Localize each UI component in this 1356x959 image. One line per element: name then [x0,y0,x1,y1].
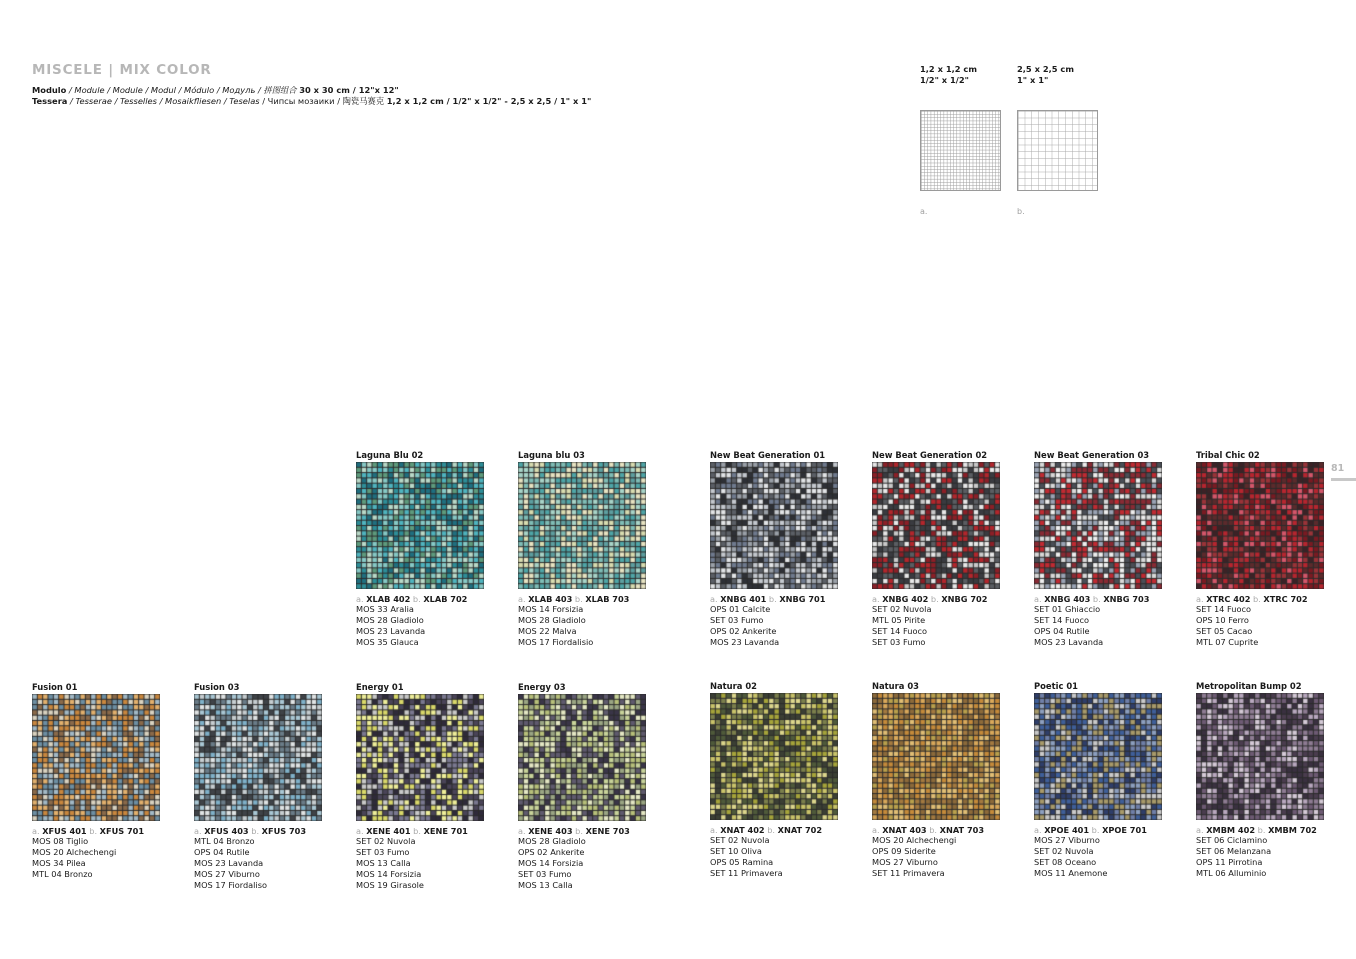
mosaic-swatch [710,693,838,820]
mosaic-swatch [32,694,160,821]
modulo-label: Modulo [32,85,67,95]
mosaic-tile-card [872,450,1000,648]
component-line: MOS 33 Aralia [356,604,414,614]
code-a: XENE 403 [528,826,573,836]
component-line: MOS 27 Viburno [194,868,260,879]
component-line: MOS 27 Viburno [872,856,938,867]
component-line: MTL 04 Bronzo [194,836,255,846]
format-b-inch: 1" x 1" [1017,74,1049,85]
tile-name: New Beat Generation 01 [710,450,826,460]
tile-name: Poetic 01 [1034,681,1078,691]
format-a-inch: 1/2" x 1/2" [920,74,969,85]
component-line: MTL 05 Pirite [872,614,926,625]
tessera-line [32,95,591,107]
tile-codes [872,825,1000,835]
component-line: OPS 09 Siderite [872,845,936,856]
code-a: XLAB 402 [366,594,411,604]
component-line: SET 03 Fumo [356,846,410,857]
component-line: SET 02 Nuvola [356,836,416,846]
component-line: SET 14 Fuoco [1196,604,1251,614]
code-b: XNBG 701 [779,594,826,604]
code-b-letter: b. [574,594,583,604]
component-line: MOS 28 Gladiolo [518,836,586,846]
code-b: XLAB 702 [423,594,468,604]
tile-codes [356,594,484,604]
format-b-cm: 2,5 x 2,5 cm [1017,64,1074,74]
code-b: XTRC 702 [1263,594,1308,604]
code-a-letter: a. [518,594,526,604]
component-line: MOS 27 Viburno [1034,835,1100,845]
code-b: XPOE 701 [1102,825,1147,835]
code-b: XENE 703 [585,826,630,836]
tile-codes [1034,825,1162,835]
code-b-letter: b. [1253,594,1261,604]
component-line: SET 03 Fumo [872,636,926,647]
component-line: OPS 11 Pirrotina [1196,856,1263,867]
code-b-letter: b. [413,826,421,836]
code-a: XMBM 402 [1206,825,1256,835]
tile-name: Natura 02 [710,681,757,691]
component-line: MOS 22 Malva [518,625,577,636]
code-a: XFUS 401 [42,826,87,836]
code-b-letter: b. [767,825,776,835]
mosaic-tile-card [1034,450,1162,648]
mosaic-swatch [872,693,1000,820]
tile-codes [1196,594,1324,604]
code-b-letter: b. [930,594,939,604]
tile-name: Laguna Blu 02 [356,450,424,460]
mosaic-tile-card [518,682,646,891]
component-line: SET 11 Primavera [872,867,945,878]
component-line: MOS 14 Forsizia [356,868,422,879]
format-b-grid-diagram [1017,110,1098,191]
code-a-letter: a. [32,826,40,836]
component-line: SET 08 Oceano [1034,856,1097,867]
code-b-letter: b. [1257,825,1266,835]
mosaic-swatch [1034,693,1162,820]
mosaic-swatch [1034,462,1162,589]
mosaic-tile-card [194,682,322,891]
tessera-translations-2: / Чипсы мозаики / 陶瓷马赛克 [262,96,385,106]
component-line: MOS 28 Gladiolo [356,614,424,625]
component-line: MTL 04 Bronzo [32,868,93,879]
tile-name: Natura 03 [872,681,919,691]
code-b: XMBM 702 [1268,825,1317,835]
mosaic-tile-card [710,681,838,879]
component-line: MTL 06 Alluminio [1196,867,1267,878]
component-line: MOS 23 Lavanda [194,857,264,868]
mosaic-tile-card [356,682,484,891]
mosaic-tile-card [872,681,1000,879]
mosaic-tile-card [1196,450,1324,648]
format-a-cm: 1,2 x 1,2 cm [920,64,977,74]
tile-codes [518,594,646,604]
mosaic-swatch [518,694,646,821]
tile-codes [710,825,838,835]
code-a-letter: a. [710,594,718,604]
code-b-letter: b. [768,594,777,604]
tile-name: Energy 01 [356,682,404,692]
format-a-grid-diagram [920,110,1001,191]
mosaic-swatch [872,462,1000,589]
code-a: XENE 401 [366,826,411,836]
tile-name: Fusion 03 [194,682,240,692]
component-line: OPS 02 Ankerite [518,846,585,857]
component-line: MOS 08 Tiglio [32,836,89,846]
code-a-letter: a. [356,826,364,836]
tessera-value: 1,2 x 1,2 cm / 1/2" x 1/2" - 2,5 x 2,5 / 1" x 1" [386,96,592,106]
code-b-letter: b. [929,825,938,835]
page-number: 81 [1331,463,1345,474]
page-title: MISCELE | MIX COLOR [32,62,212,78]
component-line: MOS 23 Lavanda [710,636,780,647]
component-line: OPS 10 Ferro [1196,614,1249,625]
component-line: OPS 05 Ramina [710,856,774,867]
component-line: SET 11 Primavera [710,867,783,878]
code-a-letter: a. [872,594,880,604]
component-line: SET 05 Cacao [1196,625,1253,636]
format-b-label [1017,64,1074,85]
component-line: MOS 13 Calla [518,879,573,890]
code-a: XLAB 403 [528,594,573,604]
tile-codes [356,826,484,836]
code-a-letter: a. [1034,594,1042,604]
tile-name: Tribal Chic 02 [1196,450,1260,460]
component-line: SET 02 Nuvola [1034,845,1094,856]
code-b-letter: b. [89,826,98,836]
code-b: XNBG 703 [1103,594,1150,604]
mosaic-swatch [194,694,322,821]
tile-name: New Beat Generation 02 [872,450,988,460]
code-a: XPOE 401 [1044,825,1090,835]
code-b-letter: b. [251,826,260,836]
component-line: OPS 04 Rutile [194,846,250,857]
code-a-letter: a. [872,825,880,835]
mosaic-swatch [356,462,484,589]
component-line: OPS 02 Ankerite [710,625,777,636]
component-line: MOS 35 Glauca [356,636,419,647]
mosaic-swatch [710,462,838,589]
mosaic-swatch [1196,693,1324,820]
component-line: SET 14 Fuoco [1034,614,1089,625]
mosaic-tile-card [32,682,160,880]
code-a: XNAT 402 [720,825,765,835]
component-line: MOS 14 Forsizia [518,857,584,868]
component-line: MOS 17 Fiordalisio [518,636,594,647]
component-line: SET 03 Fumo [518,868,572,879]
mosaic-tile-card [1196,681,1324,879]
tile-name: Energy 03 [518,682,566,692]
component-line: MTL 07 Cuprite [1196,636,1259,647]
component-line: MOS 14 Forsizia [518,604,584,614]
code-b-letter: b. [412,594,421,604]
code-a-letter: a. [518,826,526,836]
code-a-letter: a. [710,825,718,835]
tile-codes [518,826,646,836]
tessera-label: Tessera [32,96,68,106]
code-b: XENE 701 [423,826,468,836]
mosaic-swatch [518,462,646,589]
tile-name: Laguna blu 03 [518,450,585,460]
format-a-label [920,64,977,85]
tile-codes [1196,825,1324,835]
component-line: SET 02 Nuvola [710,835,770,845]
tile-codes [872,594,1000,604]
tile-codes [194,826,322,836]
code-a-letter: a. [1196,594,1204,604]
tile-codes [1034,594,1162,604]
code-b-letter: b. [1091,825,1100,835]
mosaic-swatch [1196,462,1324,589]
component-line: SET 03 Fumo [710,614,764,625]
component-line: SET 01 Ghiaccio [1034,604,1101,614]
format-a-letter: a. [920,207,928,216]
code-a-letter: a. [1034,825,1042,835]
tile-name: Metropolitan Bump 02 [1196,681,1302,691]
code-b: XLAB 703 [585,594,630,604]
code-a-letter: a. [356,594,364,604]
tile-codes [710,594,838,604]
component-line: MOS 20 Alchechengi [32,846,117,857]
mosaic-tile-card [1034,681,1162,879]
component-line: MOS 20 Alchechengi [872,835,957,845]
modulo-translations: / Module / Module / Modul / Módulo / Модуль / 拼图组合 [69,85,297,95]
code-b: XFUS 701 [99,826,145,836]
tile-codes [32,826,160,836]
code-a: XNBG 403 [1044,594,1091,604]
code-b: XFUS 703 [261,826,307,836]
format-b-letter: b. [1017,207,1025,216]
modulo-value: 30 x 30 cm / 12"x 12" [299,85,399,95]
code-b: XNBG 702 [941,594,988,604]
mosaic-tile-card [356,450,484,648]
component-line: MOS 17 Fiordaliso [194,879,267,890]
component-line: OPS 04 Rutile [1034,625,1090,636]
code-a-letter: a. [1196,825,1204,835]
mosaic-tile-card [710,450,838,648]
code-a: XFUS 403 [204,826,249,836]
component-line: MOS 19 Girasole [356,879,424,890]
code-b: XNAT 702 [777,825,823,835]
component-line: SET 02 Nuvola [872,604,932,614]
code-a: XNAT 403 [882,825,927,835]
component-line: MOS 23 Lavanda [1034,636,1104,647]
component-line: MOS 34 Pilea [32,857,86,868]
tile-name: Fusion 01 [32,682,78,692]
mosaic-tile-card [518,450,646,648]
component-line: MOS 28 Gladiolo [518,614,586,625]
code-a-letter: a. [194,826,202,836]
code-a: XNBG 402 [882,594,929,604]
component-line: OPS 01 Calcite [710,604,771,614]
component-line: SET 14 Fuoco [872,625,927,636]
tile-name: New Beat Generation 03 [1034,450,1150,460]
component-line: MOS 11 Anemone [1034,867,1108,878]
tessera-translations: / Tesserae / Tesselles / Mosaikfliesen / Teselas [70,96,260,106]
component-line: SET 06 Ciclamino [1196,835,1268,845]
code-a: XNBG 401 [720,594,767,604]
mosaic-swatch [356,694,484,821]
component-line: MOS 13 Calla [356,857,411,868]
code-b-letter: b. [575,826,583,836]
code-a: XTRC 402 [1206,594,1251,604]
code-b-letter: b. [1092,594,1101,604]
page-number-bar [1331,478,1356,481]
component-line: SET 06 Melanzana [1196,845,1272,856]
component-line: MOS 23 Lavanda [356,625,426,636]
code-b: XNAT 703 [939,825,985,835]
component-line: SET 10 Oliva [710,845,762,856]
